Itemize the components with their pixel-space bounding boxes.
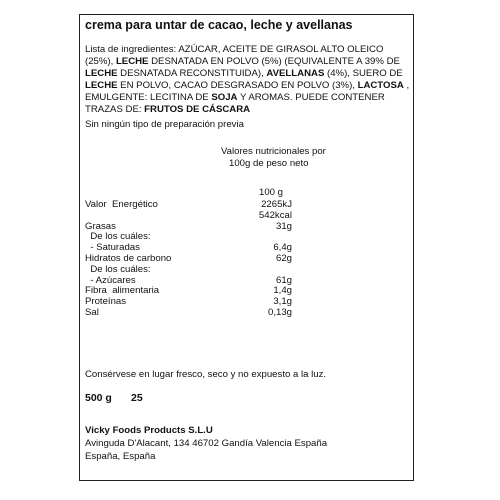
ingredient-allergen: LECHE	[115, 56, 149, 67]
ingredient-allergen: LECHE	[85, 68, 118, 79]
nutrition-row-value: 61g	[275, 274, 292, 286]
ingredient-text: EN POLVO, CACAO DESGRASADO EN POLVO (3%),	[117, 80, 358, 91]
ingredient-text: DESNATADA RECONSTITUIDA),	[117, 68, 267, 79]
nutrition-row-label: De los cuáles:	[85, 263, 151, 275]
nutrition-row-label: Proteínas	[85, 296, 127, 308]
nutrition-row-value: 542kcal	[258, 209, 292, 221]
nutrition-row-value: 0,13g	[267, 307, 292, 318]
ingredient-allergen: FRUTOS DE CÁSCARA	[144, 104, 251, 115]
net-weight-code: 25	[131, 392, 143, 404]
ingredient-text: (4%), SUERO DE	[324, 68, 403, 79]
company-name: Vicky Foods Products S.L.U	[85, 425, 213, 436]
nutrition-row-label: Fibra alimentaria	[85, 285, 160, 297]
company-address: Avinguda D'Alacant, 134 46702 Gandía Valencia España	[85, 438, 328, 449]
ingredients-list	[85, 44, 410, 116]
nutrition-row-label: Grasas	[85, 220, 116, 232]
ingredient-allergen: AVELLANAS	[266, 68, 325, 79]
nutrition-row-value: 62g	[275, 253, 292, 264]
nutrition-row-value: 6,4g	[273, 242, 292, 254]
ingredient-text: , EMULGENTE: LECITINA DE	[85, 80, 410, 103]
ingredient-allergen: LACTOSA	[357, 80, 404, 91]
nutrition-header-line2: 100g de peso neto	[229, 158, 309, 169]
product-title: crema para untar de cacao, leche y avellanas	[85, 18, 353, 32]
nutrition-row-label: Sal	[85, 307, 99, 318]
ingredient-text: Y AROMAS. PUEDE CONTENER TRAZAS DE:	[85, 92, 385, 115]
net-weight: 500 g	[85, 392, 112, 404]
storage-instructions: Consérvese en lugar fresco, seco y no expuesto a la luz.	[85, 369, 327, 380]
nutrition-row-label: Valor Energético	[85, 199, 158, 210]
nutrition-row-label: - Saturadas	[85, 242, 140, 254]
ingredient-allergen: LECHE	[85, 80, 118, 91]
nutrition-row-value: 2265kJ	[261, 199, 292, 210]
preparation-note: Sin ningún tipo de preparación previa	[85, 119, 244, 130]
nutrition-header-line1: Valores nutricionales por	[221, 146, 326, 157]
company-origin: España, España	[85, 451, 156, 462]
nutrition-row-value: 1,4g	[273, 285, 292, 297]
ingredient-text: Lista de ingredientes: AZÚCAR, ACEITE DE GIRASOL ALTO OLEICO (25%),	[85, 44, 384, 67]
nutrition-row-label: De los cuáles:	[85, 231, 151, 243]
nutrition-column-unit: 100 g	[259, 187, 284, 198]
nutrition-row-value: 31g	[275, 220, 292, 232]
nutrition-row-label: Hidratos de carbono	[85, 253, 172, 264]
nutrition-row-label: - Azúcares	[85, 274, 136, 286]
nutrition-row-value: 3,1g	[273, 296, 292, 308]
ingredient-allergen: SOJA	[211, 92, 238, 103]
ingredient-text: DESNATADA EN POLVO (5%) (EQUIVALENTE A 39% DE	[148, 56, 400, 67]
